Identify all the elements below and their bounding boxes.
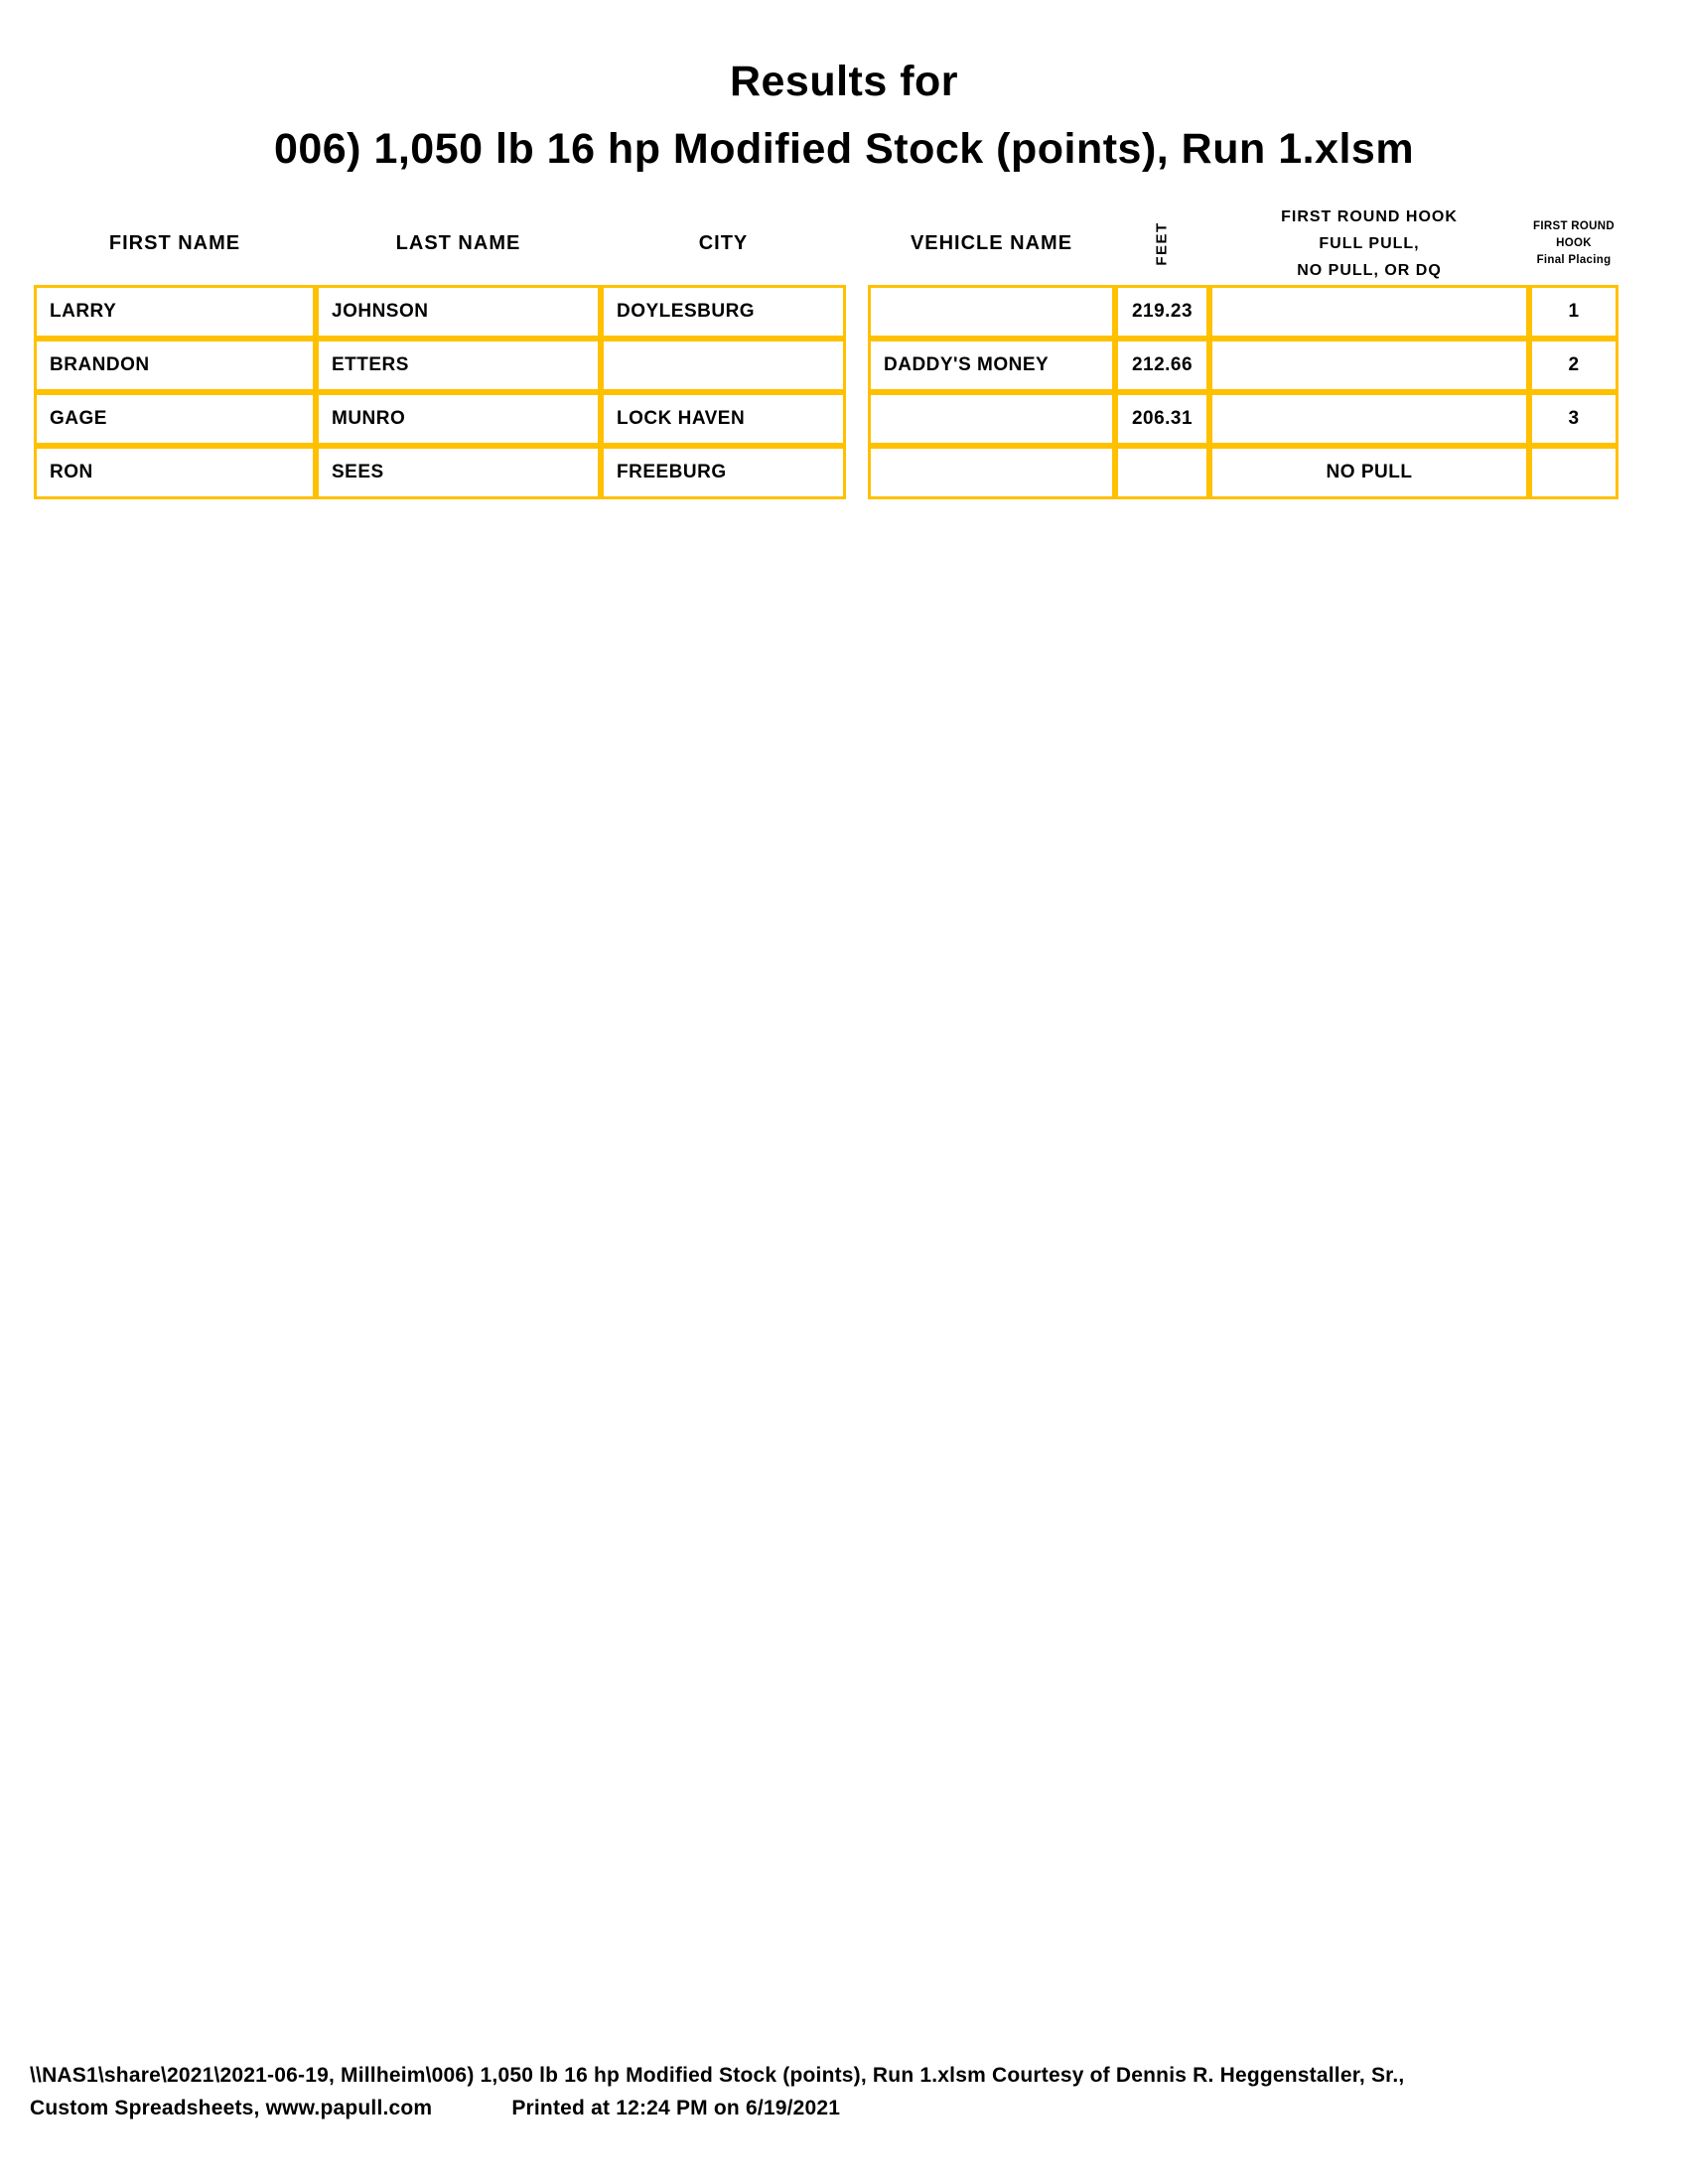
feet-rotated-label: FEET xyxy=(1154,220,1171,266)
footer-file-path: \\NAS1\share\2021\2021-06-19, Millheim\006) 1,050 lb 16 hp Modified Stock (points), Run 1.xlsm Courtesy of Dennis R. Heggenstaller, Sr., xyxy=(30,2064,1405,2087)
cell-final-placing: 3 xyxy=(1529,392,1618,446)
cell-city: FREEBURG xyxy=(601,446,846,499)
cell-final-placing xyxy=(1529,446,1618,499)
page-title: Results for xyxy=(729,58,959,105)
footer-printed-timestamp: Printed at 12:24 PM on 6/19/2021 xyxy=(511,2097,841,2119)
final-placing-header-line2: HOOK xyxy=(1556,236,1592,249)
hook-result-header-line2: FULL PULL, xyxy=(1319,234,1420,252)
cell-vehicle-name: DADDY'S MONEY xyxy=(868,339,1115,392)
table-header-row xyxy=(34,202,1618,285)
cell-first-name: GAGE xyxy=(34,392,316,446)
cell-hook-result xyxy=(1209,392,1529,446)
page-footer xyxy=(30,2059,1663,2124)
final-placing-header-lines xyxy=(1533,218,1615,269)
cell-final-placing: 1 xyxy=(1529,285,1618,339)
hook-result-header-line3: NO PULL, OR DQ xyxy=(1297,261,1442,279)
cell-last-name: ETTERS xyxy=(316,339,601,392)
cell-city: DOYLESBURG xyxy=(601,285,846,339)
column-header-vehicle-name: VEHICLE NAME xyxy=(910,231,1073,254)
cell-city: LOCK HAVEN xyxy=(601,392,846,446)
cell-hook-result xyxy=(1209,285,1529,339)
cell-vehicle-name xyxy=(868,285,1115,339)
spacer-column xyxy=(846,392,868,446)
column-header-city: CITY xyxy=(698,231,749,254)
cell-feet: 219.23 xyxy=(1115,285,1209,339)
table-row xyxy=(34,285,1618,339)
final-placing-header-line1: FIRST ROUND xyxy=(1533,219,1615,232)
spacer-column xyxy=(846,446,868,499)
footer-credit-text: Custom Spreadsheets, www.papull.com xyxy=(30,2097,433,2119)
cell-final-placing: 2 xyxy=(1529,339,1618,392)
table-row xyxy=(34,446,1618,499)
column-header-first-name: FIRST NAME xyxy=(108,231,241,254)
footer-credit-line xyxy=(30,2092,1663,2124)
table-row xyxy=(34,339,1618,392)
column-header-last-name: LAST NAME xyxy=(395,231,521,254)
cell-hook-result xyxy=(1209,339,1529,392)
cell-last-name: SEES xyxy=(316,446,601,499)
page-subtitle: 006) 1,050 lb 16 hp Modified Stock (points), Run 1.xlsm xyxy=(273,125,1415,173)
table-row xyxy=(34,392,1618,446)
cell-last-name: JOHNSON xyxy=(316,285,601,339)
cell-hook-result: NO PULL xyxy=(1209,446,1529,499)
column-header-hook-result xyxy=(1209,202,1529,285)
cell-feet: 212.66 xyxy=(1115,339,1209,392)
cell-first-name: BRANDON xyxy=(34,339,316,392)
cell-first-name: LARRY xyxy=(34,285,316,339)
cell-city xyxy=(601,339,846,392)
hook-result-header-lines xyxy=(1281,204,1458,284)
cell-feet xyxy=(1115,446,1209,499)
cell-first-name: RON xyxy=(34,446,316,499)
cell-vehicle-name xyxy=(868,392,1115,446)
column-header-final-placing xyxy=(1529,202,1618,285)
spacer-column xyxy=(846,339,868,392)
final-placing-header-line3: Final Placing xyxy=(1536,253,1612,266)
column-header-feet xyxy=(1115,202,1209,285)
cell-vehicle-name xyxy=(868,446,1115,499)
hook-result-header-line1: FIRST ROUND HOOK xyxy=(1281,207,1458,225)
spacer-column xyxy=(846,202,868,285)
spacer-column xyxy=(846,285,868,339)
results-table xyxy=(34,202,1618,499)
cell-feet: 206.31 xyxy=(1115,392,1209,446)
cell-last-name: MUNRO xyxy=(316,392,601,446)
